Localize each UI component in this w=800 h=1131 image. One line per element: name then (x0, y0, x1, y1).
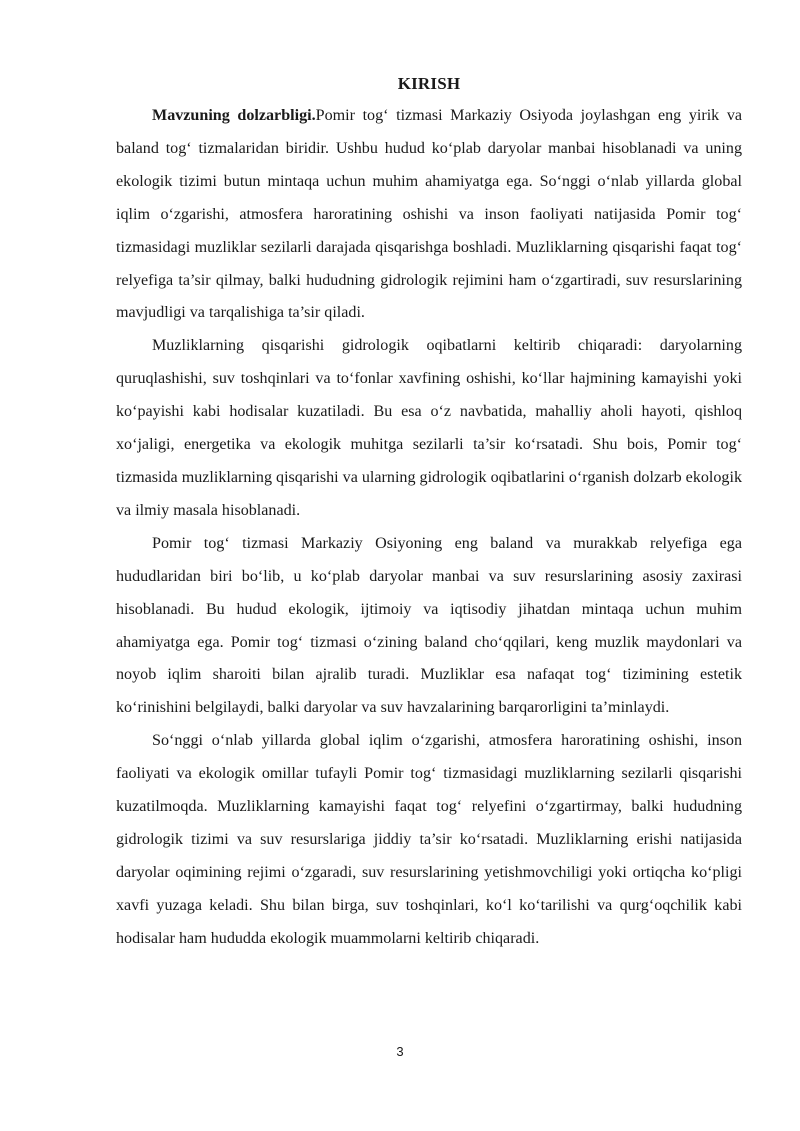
paragraph-lead: Mavzuning dolzarbligi. (152, 107, 316, 124)
paragraph-2 (116, 330, 742, 527)
page-number: 3 (396, 1044, 404, 1059)
paragraph-3 (116, 528, 742, 725)
paragraph-1 (116, 100, 742, 330)
paragraph-text: Pomir tog‘ tizmasi Markaziy Osiyoda joylashgan eng yirik va baland tog‘ tizmalaridan biridir. Ushbu hudud ko‘plab daryolar manbai hisoblanadi va uning ekologik tizimi butun mintaqa uchun muhim ahamiyatga ega. So‘nggi o‘nlab yillarda global iqlim o‘zgarishi, atmosfera haroratining oshishi va inson faoliyati natijasida Pomir tog‘ tizmasidagi muzliklar sezilarli darajada qisqarishga boshladi. Muzliklarning qisqarishi faqat tog‘ relyefiga ta’sir qilmay, balki hududning gidrologik rejimini ham o‘zgartiradi, suv resurslarining mavjudligi va tarqalishiga ta’sir qiladi. (116, 107, 743, 322)
paragraph-text: Muzliklarning qisqarishi gidrologik oqibatlarni keltirib chiqaradi: daryolarning quruqlashishi, suv toshqinlari va to‘fonlar xavfining oshishi, ko‘llar hajmining kamayishi yoki ko‘payishi kabi hodisalar kuzatiladi. Bu esa o‘z navbatida, mahalliy aholi hayoti, qishloq xo‘jaligi, energetika va ekologik muhitga sezilarli ta’sir ko‘rsatadi. Shu bois, Pomir tog‘ tizmasida muzliklarning qisqarishi va ularning gidrologik oqibatlarini o‘rganish dolzarb ekologik va ilmiy masala hisoblanadi. (116, 337, 742, 519)
paragraph-4 (116, 725, 742, 955)
paragraph-text: Pomir tog‘ tizmasi Markaziy Osiyoning eng baland va murakkab relyefiga ega hududlaridan biri bo‘lib, u ko‘plab daryolar manbai va suv resurslarining asosiy zaxirasi hisoblanadi. Bu hudud ekologik, ijtimoiy va iqtisodiy jihatdan mintaqa uchun muhim ahamiyatga ega. Pomir tog‘ tizmasi o‘zining baland cho‘qqilari, keng muzlik maydonlari va noyob iqlim sharoiti bilan ajralib turadi. Muzliklar esa nafaqat tog‘ tizimining estetik ko‘rinishini belgilaydi, balki daryolar va suv havzalarining barqarorligini ta’minlaydi. (116, 534, 742, 717)
paragraph-text: So‘nggi o‘nlab yillarda global iqlim o‘zgarishi, atmosfera haroratining oshishi, inson faoliyati va ekologik omillar tufayli Pomir tog‘ tizmasidagi muzliklarning sezilarli qisqarishi kuzatilmoqda. Muzliklarning kamayishi faqat tog‘ relyefini o‘zgartirmay, balki hududning gidrologik tizimi va suv resurslariga jiddiy ta’sir ko‘rsatadi. Muzliklarning erishi natijasida daryolar oqimining rejimi o‘zgaradi, suv resurslarining yetishmovchiligi yoki ortiqcha ko‘pligi xavfi yuzaga keladi. Shu bilan birga, suv toshqinlari, ko‘l ko‘tarilishi va qurg‘oqchilik kabi hodisalar ham hududda ekologik muammolarni keltirib chiqaradi. (116, 732, 742, 947)
section-heading: KIRISH (397, 74, 461, 93)
page-content (116, 72, 742, 956)
